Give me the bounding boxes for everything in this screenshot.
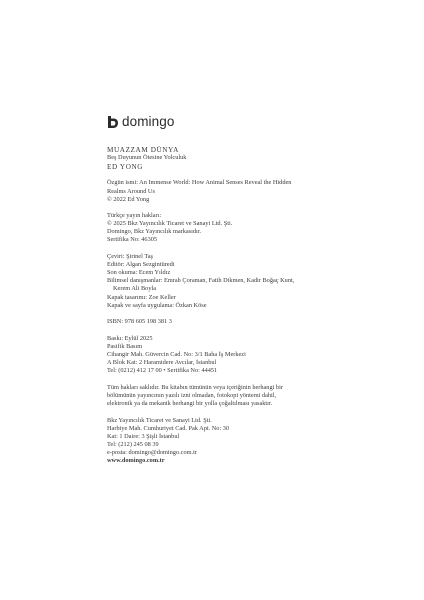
print-address-2: A Blok Kat: 2 Haramidere Avcılar, İstanbul <box>107 359 217 367</box>
rights-line-2: © 2025 Bkz Yayıncılık Ticaret ve Sanayi Ltd. Şti. <box>107 220 233 228</box>
credit-cover: Kapak tasarımı: Zoe Keller <box>107 293 176 301</box>
logo-text: domingo <box>122 114 175 129</box>
isbn: ISBN: 978 605 198 381 3 <box>107 318 172 326</box>
original-title-line-2: Realms Around Us <box>107 187 155 195</box>
print-block <box>107 335 407 375</box>
book-title: MUAZZAM DÜNYA <box>107 146 179 154</box>
credit-advisors-2: Kerem Ali Boyla <box>113 285 157 293</box>
rights-line-3: Domingo, Bkz Yayıncılık markasıdır. <box>107 228 202 236</box>
rights-block <box>107 212 407 244</box>
isbn-block <box>107 318 407 326</box>
original-title-block <box>107 179 407 203</box>
domingo-logo-icon <box>107 115 119 129</box>
contact-website: www.domingo.com.tr <box>107 457 165 465</box>
credit-advisors-1: Bilimsel danışmanlar: Emrah Çoraman, Fatih Dikmen, Kadir Boğaç Kunt, <box>107 277 295 285</box>
book-subtitle: Beş Duyunun Ötesine Yolculuk <box>107 154 187 162</box>
contact-block <box>107 417 407 466</box>
notice-block <box>107 384 407 408</box>
rights-notice: Tüm hakları saklıdır. Bu kitabın tümünün veya içeriğinin herhangi bir bölümünün yayıncının yazılı izni olmadan, fotokopi yöntemi dahil, elektronik ya da mekanik herhangi bir yolla çoğaltılması yasaktır. <box>107 383 283 407</box>
rights-line-1: Türkçe yayın hakları: <box>107 212 162 220</box>
contact-company: Bkz Yayıncılık Ticaret ve Sanayi Ltd. Şti. <box>107 416 212 424</box>
original-copyright: © 2022 Ed Yong <box>107 195 150 203</box>
print-edition: Baskı: Eylül 2025 <box>107 334 153 342</box>
rights-line-4: Sertifika No: 46305 <box>107 236 158 244</box>
credit-translator: Çeviri: Şirinel Taş <box>107 253 153 261</box>
credit-editor: Editör: Algan Sezgintüredi <box>107 261 175 269</box>
publisher-logo <box>107 114 175 129</box>
credit-layout: Kapak ve sayfa uygulama: Özkan Köse <box>107 301 207 309</box>
print-contact: Tel: (0212) 412 17 00 • Sertifika No: 44451 <box>107 367 218 375</box>
credit-proofreader: Son okuma: Ecem Yıldız <box>107 269 171 277</box>
title-block <box>107 146 407 171</box>
print-printer: Pasifik Basım <box>107 342 143 350</box>
contact-email: e-posta: domingo@domingo.com.tr <box>107 448 197 456</box>
book-author: ED YONG <box>107 162 144 171</box>
contact-address-1: Harbiye Mah. Cumhuriyet Cad. Pak Apt. No: 30 <box>107 424 230 432</box>
contact-address-2: Kat: 1 Daire: 3 Şişli İstanbul <box>107 432 180 440</box>
contact-phone: Tel: (212) 245 08 39 <box>107 440 159 448</box>
copyright-page <box>107 146 407 474</box>
original-title-line-1: Özgün ismi: An Immense World: How Animal Senses Reveal the Hidden <box>107 179 292 187</box>
credits-block <box>107 253 407 310</box>
print-address-1: Cihangir Mah. Güvercin Cad. No: 3/1 Baha İş Merkezi <box>107 351 246 358</box>
